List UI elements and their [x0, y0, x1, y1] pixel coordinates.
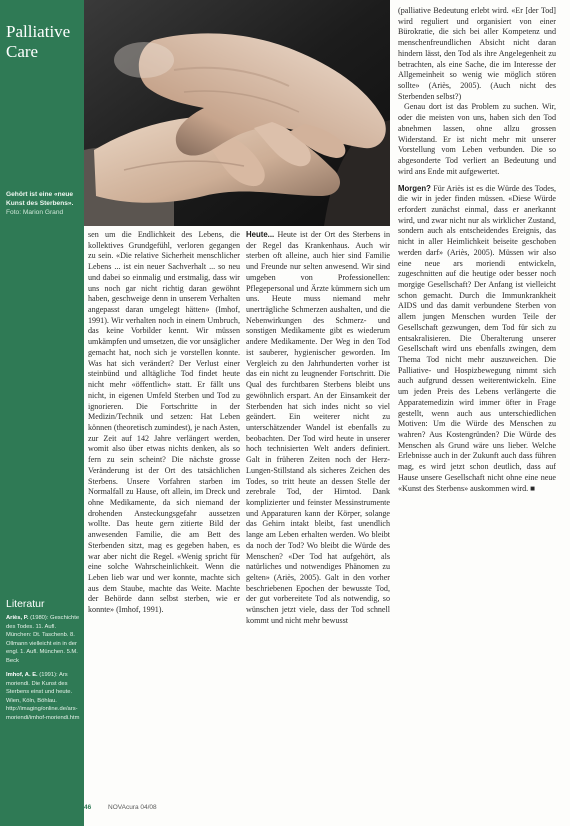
photo-credit: Foto: Marion Grand — [6, 209, 64, 216]
text-column-2 — [246, 230, 390, 627]
section-title: Palliative Care — [6, 22, 71, 61]
paragraph-text: Für Ariès ist es die Würde des Todes, die wir in jeder finden müssen. «Diese Würde erfordert zunächst einmal, dass er anerkannt wird, und zwar nicht nur als wirklicher Zustand, sondern auch als entscheidendes Ereignis, das nicht in aller Heimlichkeit beiseite geschoben werden darf» (Ariès, 2005). Müssen wir also eine neue ars moriendi entwickeln, zugeschnitten auf die heutige oder besser noch morgige Gesellschaft? Der Anfang ist vielleicht schon gemacht. Durch die Immunkrankheit AIDS und das damit verbundene Sterben von allem jungen Menschen wurden Teile der Gesellschaft gezwungen, dem Tod für sich zu entsakralisieren. Die Überalterung unserer Gesellschaft wird uns ebenfalls zwingen, dem Thema Tod nicht mehr auszuweichen. Die Palliative- und Hospizbewegung nimmt sich auch aufgrund dessen weiterentwickeln. Eine um jeden Preis des Lebens verlängerte die Apparatemedizin wird immer öfter in Frage gestellt, wenn auch aus unterschiedlichen Motiven: Um die Würde des Menschen zu wahren? Aus Kostengründen? Die Würde des Menschen als Grund wäre uns lieber. Welche Erlebnisse auch in der Zukunft auch dass führen mag, es wird jetzt schon deutlich, dass auf Hause unsere Gesellschaft nicht ohne eine neue «Kunst des Sterbens» auskommen wird. ■ — [398, 183, 556, 493]
body-paragraph: (palliative Bedeutung erlebt wird. «Er [der Tod] wird reguliert und organisiert von einer Bürokratie, die sich bei aller Kompetenz und menschenfreundlichen Absicht nicht daran hindern lässt, den Tod als ihre Angelegenheit zu betrachten, als eine Sache, die im Interesse der Allgemeinheit so wenig wie möglich stören sollte» (Ariès, 2005). (Auch nicht des Sterbenden selbst?) — [398, 6, 556, 101]
page-number: 46 — [84, 804, 92, 811]
literature-heading: Literatur — [6, 598, 45, 610]
magazine-name: NOVAcura 04/08 — [108, 804, 157, 811]
section-sidebar — [0, 0, 84, 826]
literature-item — [6, 671, 82, 722]
hands-photo-illustration — [84, 0, 390, 226]
subheading-morgen: Morgen? — [398, 183, 431, 193]
literature-author: Ariès, P. — [6, 615, 29, 621]
subheading-heute: Heute... — [246, 230, 275, 239]
literature-item — [6, 614, 82, 665]
literature-reference: (1991): Ars moriendi. Die Kunst des Sterbens einst und heute. Wien, Köln, Böhlau. http://imaging/online.de/ars-moriendi/imhof-moriendi.htm — [6, 672, 80, 721]
body-paragraph — [246, 230, 390, 627]
text-column-3 — [398, 6, 556, 494]
literature-reference: (1980): Geschichte des Todes. 11. Aufl. München: Dt. Taschenb. 8. Ollmann vielleicht ein in der engl. 1. Aufl. München. 5.M. Beck — [6, 615, 80, 664]
body-paragraph: Genau dort ist das Problem zu suchen. Wir, oder die meisten von uns, haben sich den Tod abnehmen lassen, ohne allzu grossen Widerstand. Er ist nicht mehr mit unserer Vorstellung vom Leben verbunden. Die so abgesonderte Tod verliert an Bedeutung und wird ans Ende mit aufgewertet. — [398, 102, 556, 176]
caption-text: Gehört ist eine «neue Kunst des Sterbens». — [6, 191, 74, 207]
hands-photo — [84, 0, 390, 226]
text-column-1 — [88, 230, 240, 616]
body-paragraph — [398, 184, 556, 495]
body-paragraph: sen um die Endlichkeit des Lebens, die kollektives Grundgefühl, verloren gegangen zu sein. «Die relative Sicherheit menschlicher Lebens ... ist ein neuer Sachverhalt ... so neu und dabei so einmalig und erstmalig, dass wir uns noch gar nicht richtig daran gewöhnt haben, geschweige denn in unserem Verhalten angepasst daran umgelegt hätten» (Imhof, 1991). Wir verhalten noch in einem Umbruch, das keine Vorbilder kennt. Wir müssen umkämpfen und umsetzen, die vor unsäglicher gemacht hat, noch sich je vorstellen konnte. Was hat sich verändert? Der Verlust einer steinbünd und alltägliche Tod findet heute nicht mehr «öffentlich» statt. Er fällt uns nicht, in eigenen Umfeld Sterben und Tod zu ignorieren. Die Fortschritte in der Medizin/Technik und setzen: Hat Leben können (theoretisch zumindest), je nach Asten, zur Zeit auf 142 Jahre verlängert werden, womit also über etwas nichts denken, als so fern zu sein scheint? Die nächste grosse Veränderung ist der Ort des tatsächlichen Sterbens. Unsere Vorfahren starben im Normalfall zu Hause, oft allein, im Dreck und ohne Medikamente, da sich niemand der drohenden Ansteckungsgefahr aussetzen wollte. Das heute gern zitierte Bild der anwesenden Familie, die am Bett des Sterbenden sitzt, mag es gegeben haben, es war aber nicht die Regel. «Wenig spricht für eine solche Wahrscheinlichkeit. Wenn die Leben lieb war und wer konnte, machte sich aus dem Staube, machte das Weite. Machte der Behörde dann selbst sterben, wie er konnte» (Imhof, 1991). — [88, 230, 240, 615]
literature-author: Imhof, A. E. — [6, 672, 38, 678]
literature-list — [6, 614, 82, 728]
paragraph-text: Heute ist der Ort des Sterbens in der Regel das Krankenhaus. Auch wir sterben oft alleine, auch hier sind Familie und Freunde nur selten anwesend. Wir sind umgeben von Professionellen: Pflegepersonal und Ärzte kümmern sich um uns. Heute muss niemand mehr unerträgliche Schmerzen aushalten, und die Nebenwirkungen des Schmerz- und sonstigen Medikamente gibt es wiederum andere Medikamente. Der Weg in den Tod ist sauberer, hygienischer geworden. Im Vergleich zu den Jahrhunderten vorher ist das ein nicht zu leugnender Fortschritt. Die Qual des furchtbaren Sterbens bleibt uns gewöhnlich erspart. An der Einsamkeit der Sterbenden hat sich indes nicht so viel geändert. Ein weiterer nicht zu unterschätzender Wandel ist ebenfalls zu beobachten. Der Tod wird heute in unserer hoch technisierten Welt anders definiert. Galt in früheren Zeiten noch der Herz-Lungen-Stillstand als sicheres Zeichen des Todes, so tritt heute an dessen Stelle der zerebrale Tod, der Hirntod. Dank komplizierter und feinster Messinstrumente und Apparaturen kann der Körper, solange das Gehirn intakt bleibt, fast unendlich lange am Leben erhalten werden. Wo bleibt da noch der Tod? Wo bleibt die Würde des Menschen? «Der Tod hat aufgehört, als natürliches und notwendiges Phänomen zu gelten» (Ariès, 2005). Galt in den vorher beschriebenen Epochen der bewusste Tod, der gut vorbereitete Tod als notwendig, so wünschen jetzt viele, dass der Tod schnell kommt und nicht mehr bewusst — [246, 230, 390, 625]
photo-caption — [6, 190, 84, 217]
